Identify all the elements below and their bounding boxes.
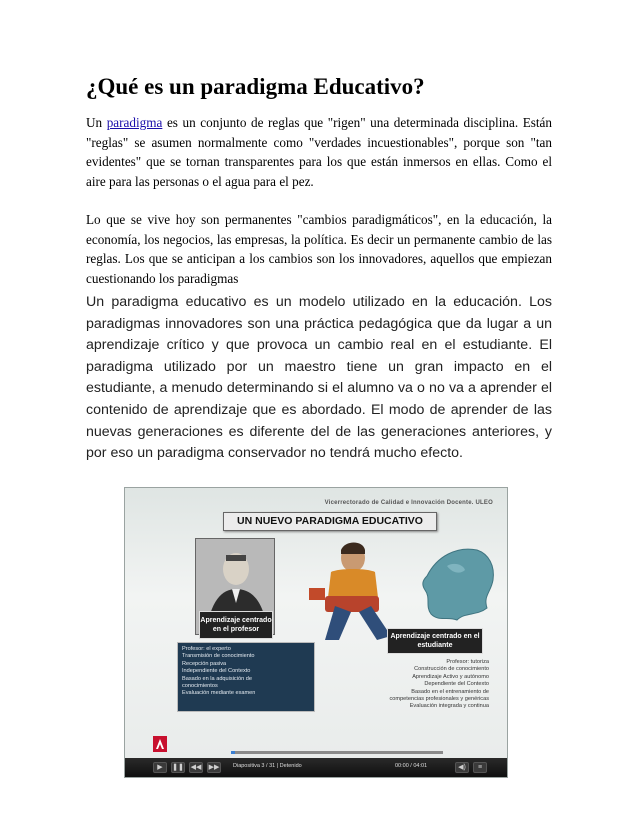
list-item: Construcción de conocimiento — [414, 666, 489, 673]
paragraph-intro-start: Un — [86, 115, 107, 130]
teacher-centered-label: Aprendizaje centrado en el profesor — [199, 611, 273, 639]
playback-progress-bar[interactable] — [231, 751, 443, 754]
europe-map-image — [417, 536, 497, 631]
paradigma-link[interactable]: paradigma — [106, 115, 163, 130]
list-item: Evaluación mediante examen — [182, 690, 256, 697]
playback-time: 00:00 / 04:01 — [395, 763, 428, 769]
list-item: Recepción pasiva — [182, 660, 227, 667]
list-item: competencias profesionales y genéricas — [389, 696, 489, 703]
paragraph-changes: Lo que se vive hoy son permanentes "cambios paradigmáticos", en la educación, la economía, los negocios, las empresas, la política. Es decir un permanente cambio de las reglas. Los que se anticipan a los cambios son los innovadores, aquellos que empiezan cuestionando los paradigmas — [86, 212, 552, 286]
list-item: Evaluación integrada y continua — [409, 703, 489, 710]
previous-button[interactable] — [189, 762, 203, 773]
embedded-slide-player[interactable] — [124, 487, 508, 778]
menu-icon: ≡ — [477, 764, 483, 771]
teacher-centered-list — [177, 642, 315, 712]
next-icon: ▶▶ — [208, 764, 220, 771]
student-centered-label: Aprendizaje centrado en el estudiante — [387, 628, 483, 654]
page-title: ¿Qué es un paradigma Educativo? — [86, 74, 425, 99]
player-controls — [125, 758, 507, 777]
adobe-logo-icon — [153, 736, 167, 752]
play-button[interactable] — [153, 762, 167, 773]
list-item: Aprendizaje Activo y autónomo — [412, 673, 489, 680]
list-item: Independiente del Contexto — [182, 668, 251, 675]
slide-header: Vicerrectorado de Calidad e Innovación Docente. ULEO — [324, 500, 493, 506]
list-item: Dependiente del Contexto — [424, 681, 489, 688]
paragraph-intro — [86, 113, 552, 191]
slide-title: UN NUEVO PARADIGMA EDUCATIVO — [223, 512, 437, 531]
student-centered-list — [325, 656, 495, 734]
pause-button[interactable] — [171, 762, 185, 773]
slide-counter: Diapositiva 3 / 31 | Detenido — [233, 763, 302, 769]
next-button[interactable] — [207, 762, 221, 773]
menu-button[interactable] — [473, 762, 487, 773]
list-item: Basado en el entrenamiento de — [411, 688, 489, 695]
list-item: Profesor: el experto — [182, 646, 231, 652]
progress-fill — [231, 751, 235, 754]
paragraph-intro-rest: es un conjunto de reglas que "rigen" una determinada disciplina. Están "reglas" se asumen normalmente como "verdades incuestionables", porque son "tan evidentes" que se tornan transparentes para los que están inmersos en ellas. Como el aire para las personas o el agua para el pez. — [86, 115, 552, 189]
paragraph-definition: Un paradigma educativo es un modelo utilizado en la educación. Los paradigmas innovadores son una práctica pedagógica que da lugar a un aprendizaje crítico y que provoca un cambio real en el estudiante. El paradigma utilizado por un maestro tiene un gran impacto en el estudiante, a menudo determinando si el alumno va o no va a aprender el contenido de aprendizaje que es abordado. El modo de aprender de las nuevas generaciones es diferente del de las generaciones anteriores, y por eso un paradigma conservador no tendrá mucho efecto. — [86, 294, 552, 462]
list-item: Transmisión de conocimiento — [182, 653, 255, 660]
list-item: Profesor: tutoriza — [446, 659, 489, 665]
volume-icon: ◀) — [458, 764, 466, 771]
play-icon: ▶ — [157, 764, 163, 771]
volume-button[interactable] — [455, 762, 469, 773]
previous-icon: ◀◀ — [190, 764, 202, 771]
list-item: conocimientos — [182, 683, 218, 690]
pause-icon: ❚❚ — [172, 764, 184, 771]
list-item: Basado en la adquisición de — [182, 675, 252, 682]
